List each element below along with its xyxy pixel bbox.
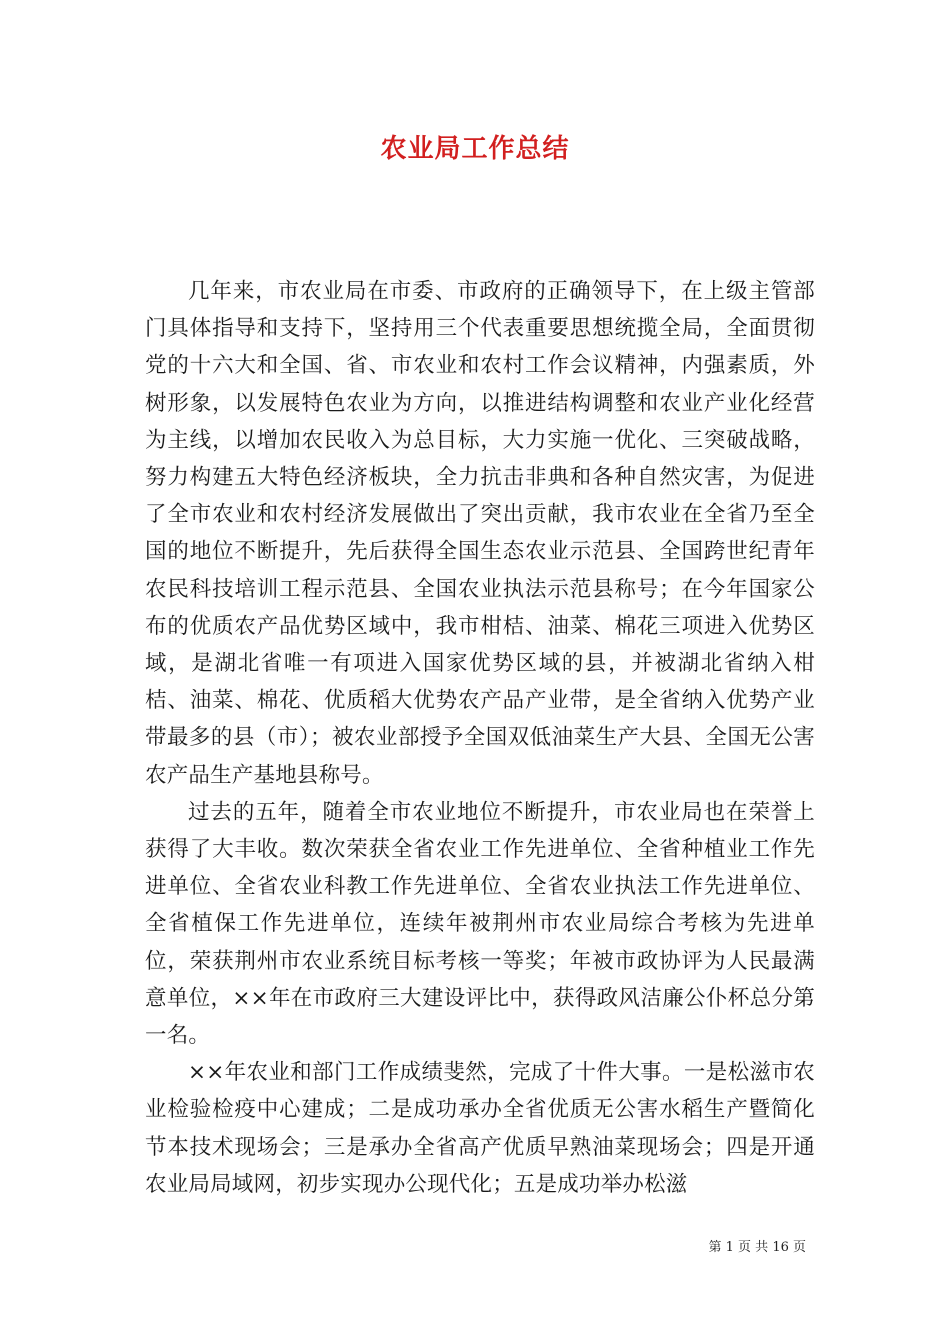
document-body — [145, 273, 815, 1203]
document-title: 农业局工作总结 — [380, 134, 570, 164]
paragraph-3: ××年农业和部门工作成绩斐然，完成了十件大事。一是松滋市农业检验检疫中心建成；二是成功承办全省优质无公害水稻生产暨简化节本技术现场会；三是承办全省高产优质早熟油菜现场会；四是开通农业局局域网，初步实现办公现代化；五是成功举办松滋 — [145, 1060, 815, 1197]
page-number-footer: 第 1 页 共 16 页 — [708, 1240, 806, 1255]
paragraph-2: 过去的五年，随着全市农业地位不断提升，市农业局也在荣誉上获得了大丰收。数次荣获全省农业工作先进单位、全省种植业工作先进单位、全省农业科教工作先进单位、全省农业执法工作先进单位、全省植保工作先进单位，连续年被荆州市农业局综合考核为先进单位，荣获荆州市农业系统目标考核一等奖；年被市政协评为人民最满意单位，××年在市政府三大建设评比中，获得政风洁廉公仆杯总分第一名。 — [145, 799, 815, 1049]
paragraph-1: 几年来，市农业局在市委、市政府的正确领导下，在上级主管部门具体指导和支持下，坚持用三个代表重要思想统揽全局，全面贯彻党的十六大和全国、省、市农业和农村工作会议精神，内强素质，外树形象，以发展特色农业为方向，以推进结构调整和农业产业化经营为主线，以增加农民收入为总目标，大力实施一优化、三突破战略，努力构建五大特色经济板块，全力抗击非典和各种自然灾害，为促进了全市农业和农村经济发展做出了突出贡献，我市农业在全省乃至全国的地位不断提升，先后获得全国生态农业示范县、全国跨世纪青年农民科技培训工程示范县、全国农业执法示范县称号；在今年国家公布的优质农产品优势区域中，我市柑桔、油菜、棉花三项进入优势区域，是湖北省唯一有项进入国家优势区域的县，并被湖北省纳入柑桔、油菜、棉花、优质稻大优势农产品产业带，是全省纳入优势产业带最多的县（市）；被农业部授予全国双低油菜生产大县、全国无公害农产品生产基地县称号。 — [145, 279, 815, 788]
